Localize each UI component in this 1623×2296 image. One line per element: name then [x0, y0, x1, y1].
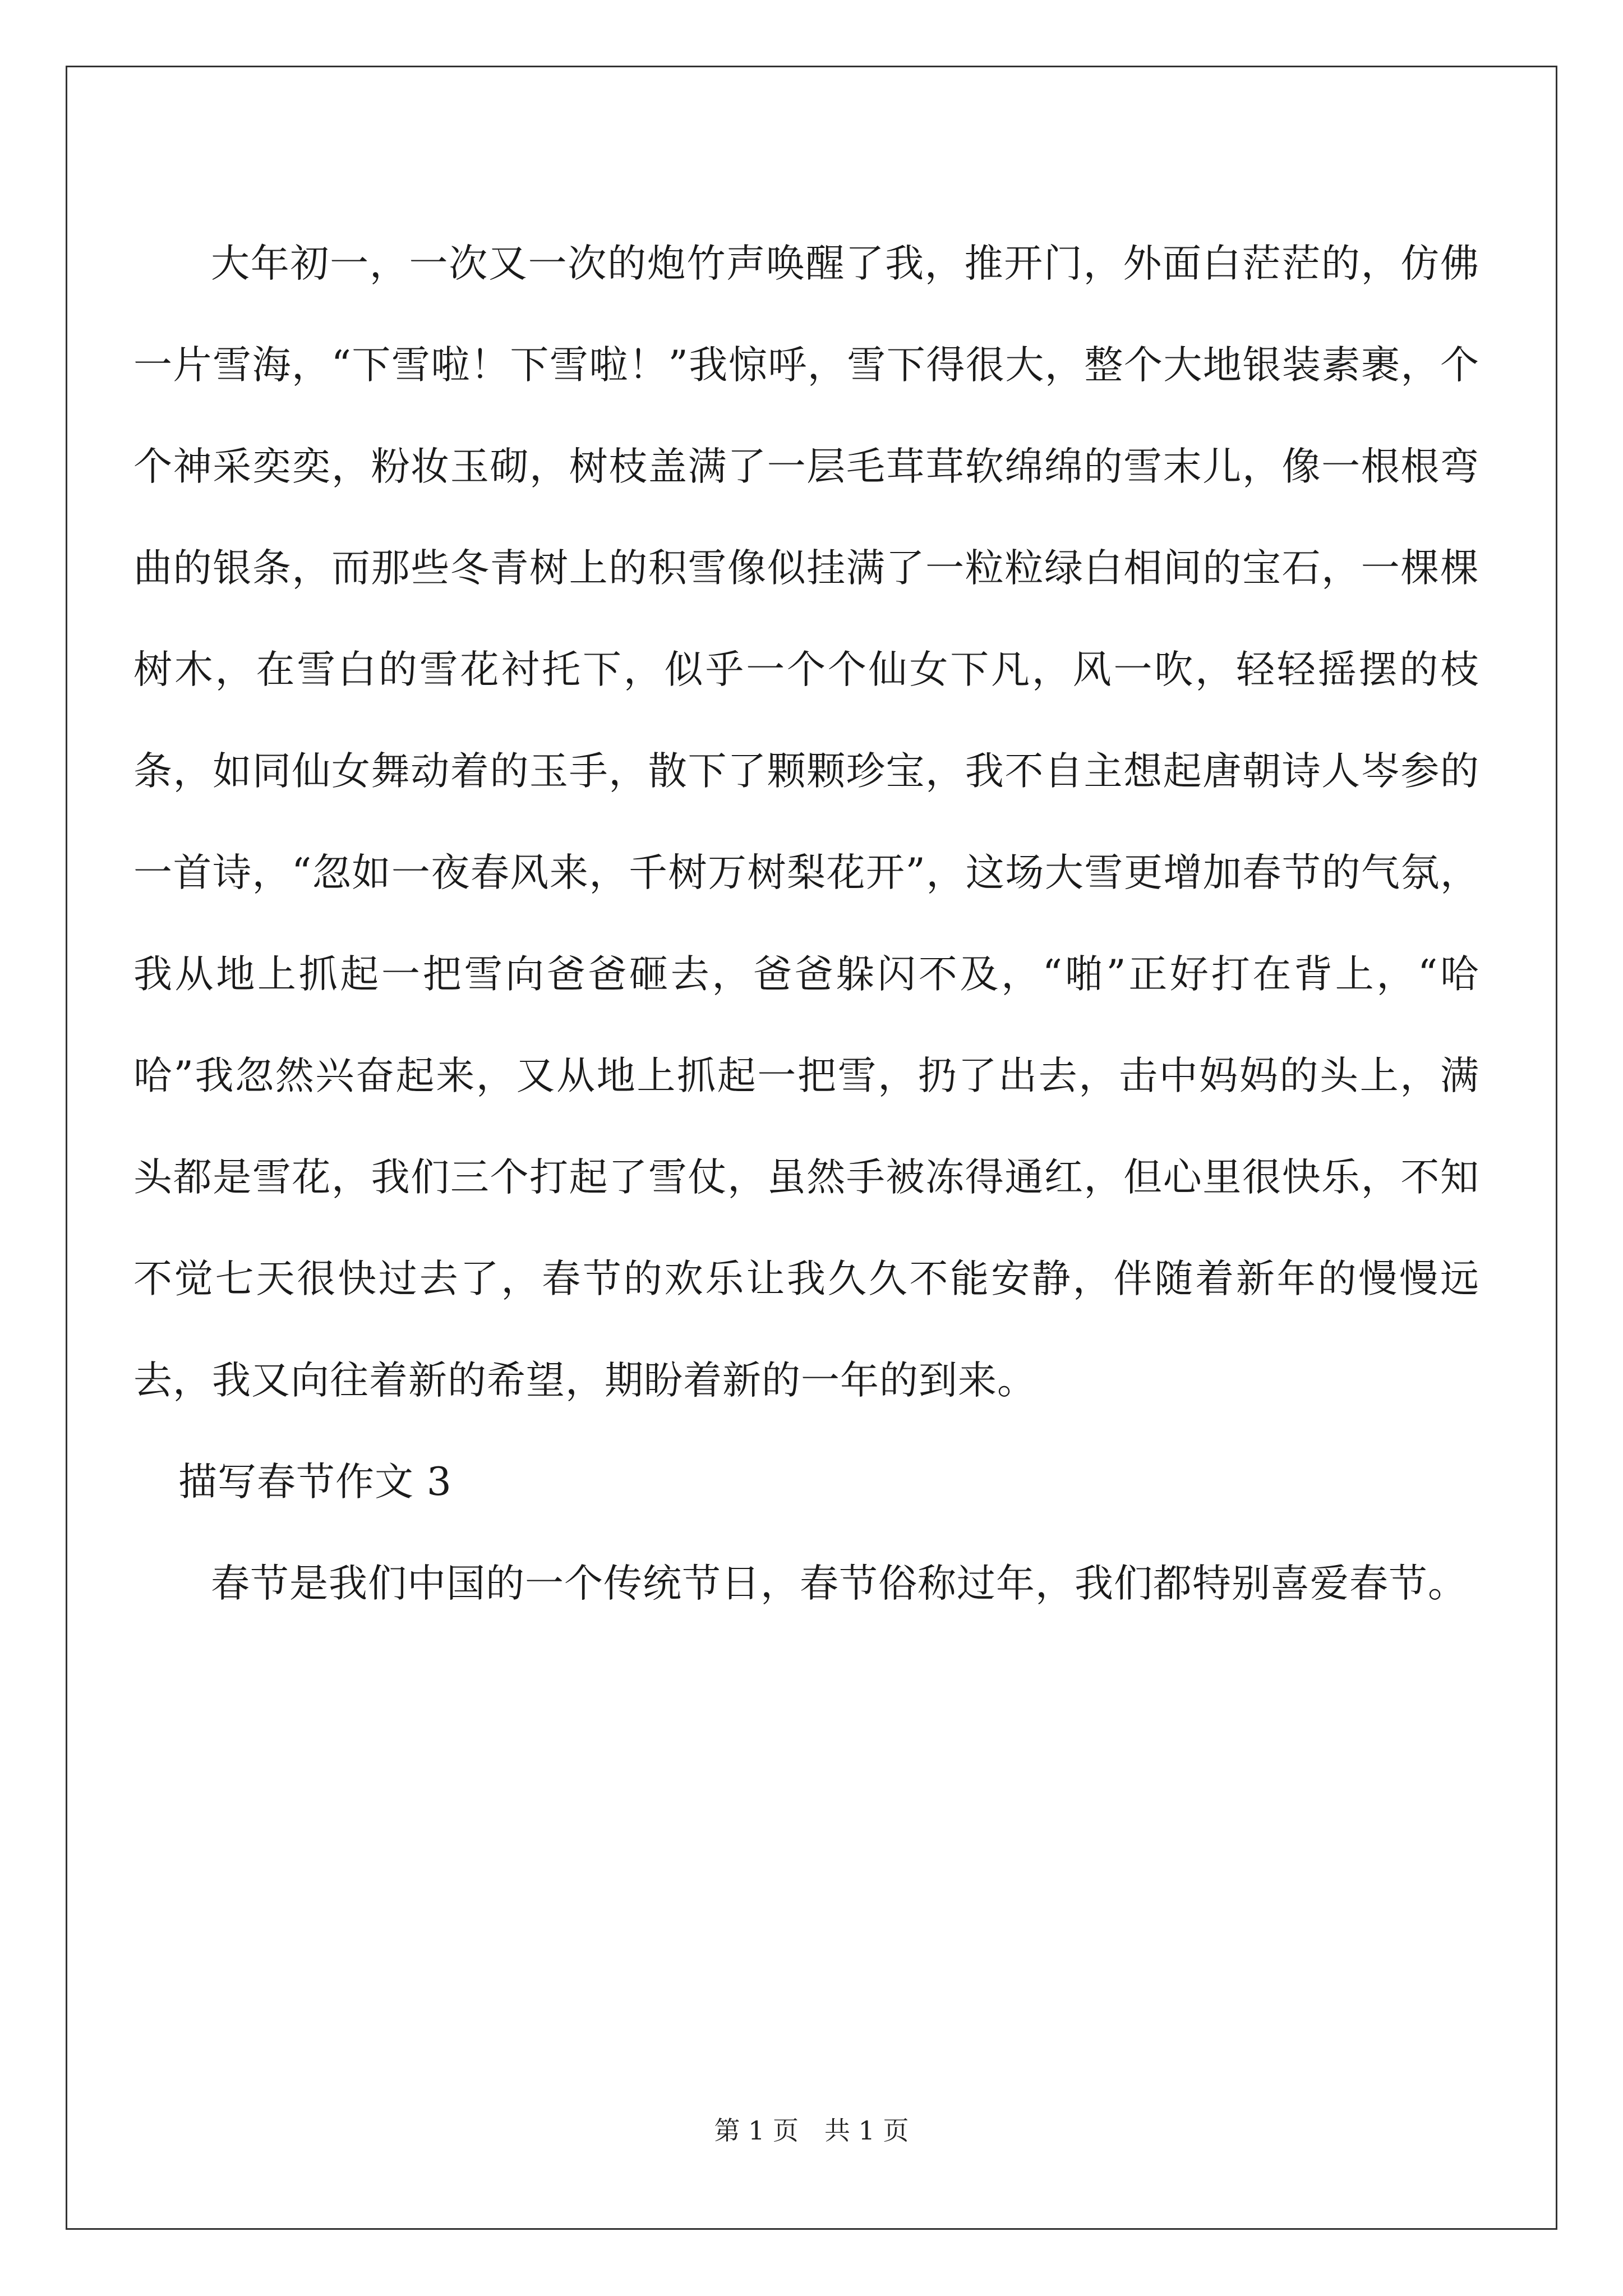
body-paragraph: 春节是我们中国的一个传统节日，春节俗称过年，我们都特别喜爱春节。	[211, 1561, 1467, 1606]
document-body	[133, 213, 1479, 1635]
page-number: 第 1 页 共 1 页	[714, 2115, 909, 2146]
body-paragraph: 大年初一，一次又一次的炮竹声唤醒了我，推开门，外面白茫茫的，仿佛一片雪海，“下雪啦！下雪啦！”我惊呼，雪下得很大，整个大地银装素裹，个个神采奕奕，粉妆玉砌，树枝盖满了一层毛茸茸软绵绵的雪末儿，像一根根弯曲的银条，而那些冬青树上的积雪像似挂满了一粒粒绿白相间的宝石，一棵棵树木，在雪白的雪花衬托下，似乎一个个仙女下凡，风一吹，轻轻摇摆的枝条，如同仙女舞动着的玉手，散下了颗颗珍宝，我不自主想起唐朝诗人岑参的一首诗，“忽如一夜春风来，千树万树梨花开”，这场大雪更增加春节的气氛，我从地上抓起一把雪向爸爸砸去，爸爸躲闪不及，“啪”正好打在背上，“哈哈”我忽然兴奋起来，又从地上抓起一把雪，扔了出去，击中妈妈的头上，满头都是雪花，我们三个打起了雪仗，虽然手被冻得通红，但心里很快乐，不知不觉七天很快过去了，春节的欢乐让我久久不能安静，伴随着新年的慢慢远去，我又向往着新的希望，期盼着新的一年的到来。	[133, 241, 1479, 1403]
section-heading: 描写春节作文 3	[178, 1460, 452, 1504]
